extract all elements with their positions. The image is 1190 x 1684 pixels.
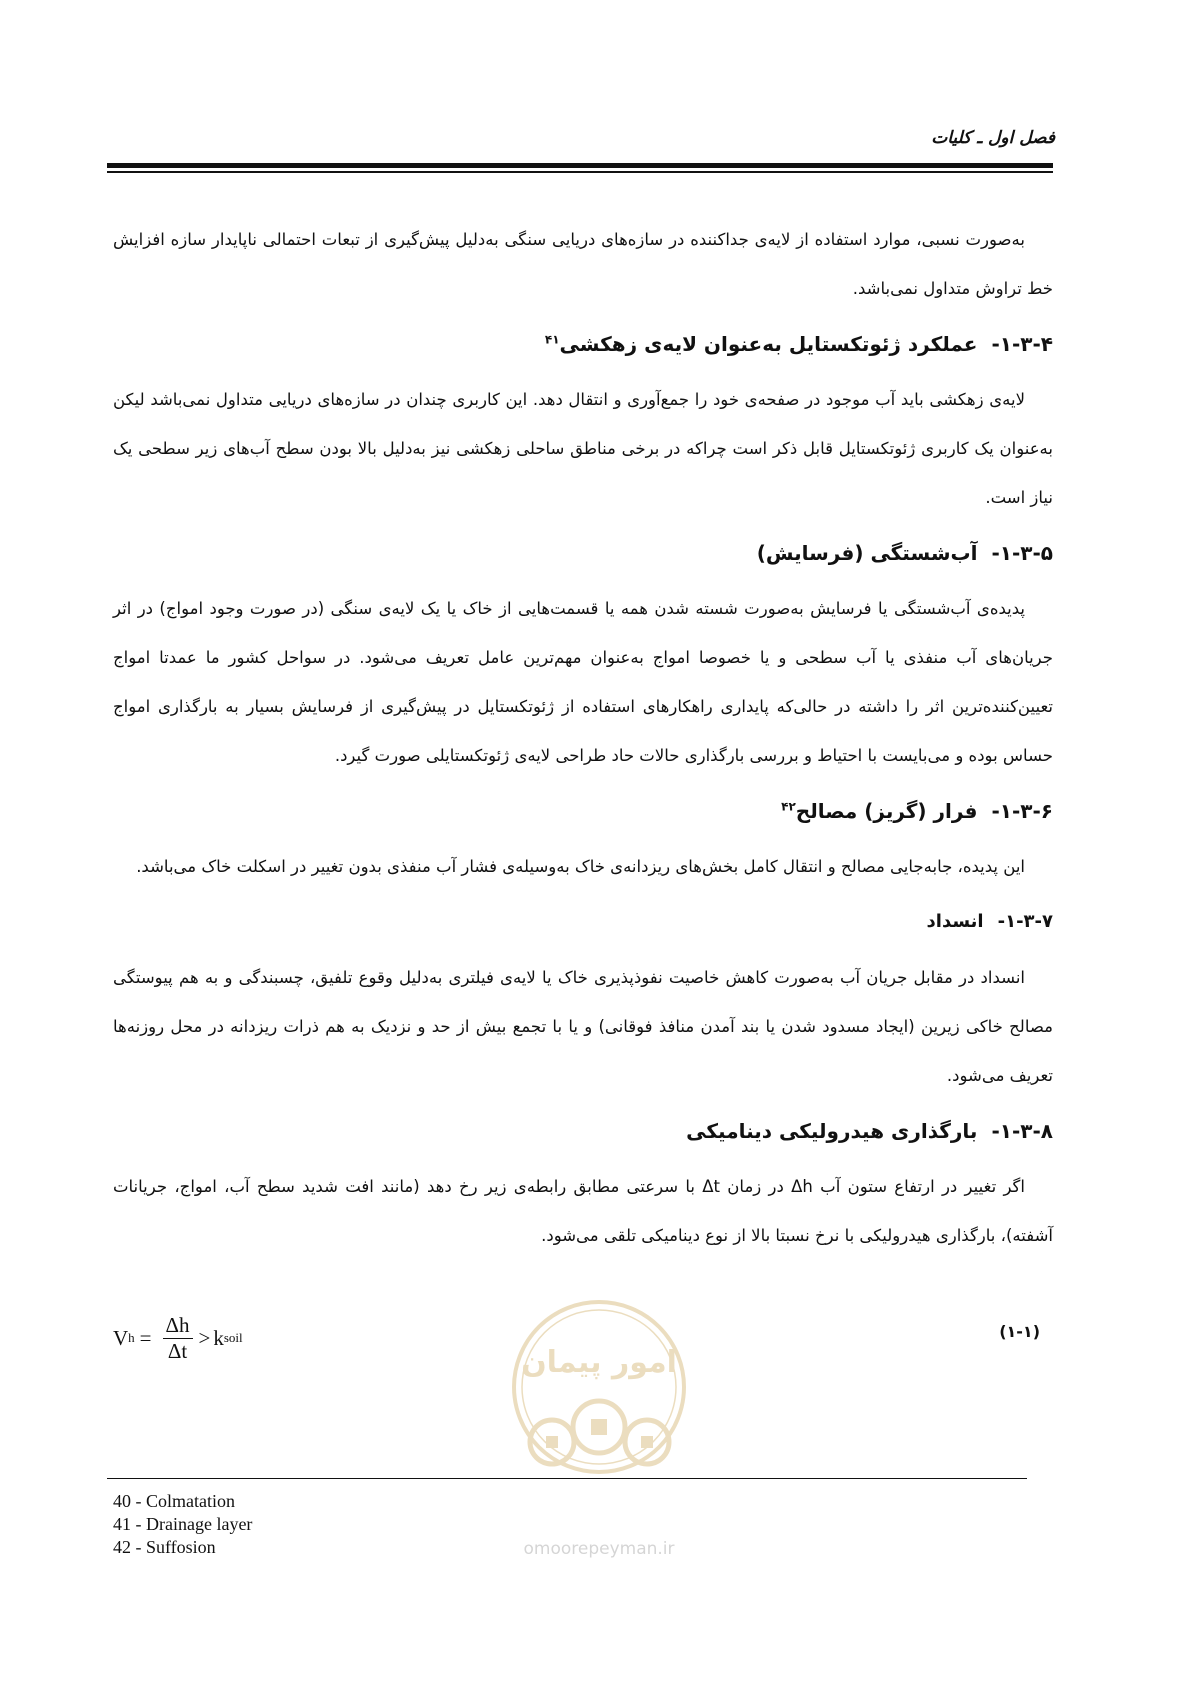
section-title: عملکرد ژئوتکستایل به‌عنوان لایه‌ی زهکشی bbox=[559, 332, 978, 356]
equation-operator: > bbox=[198, 1325, 211, 1350]
section-heading-1-3-8 bbox=[113, 1100, 1053, 1162]
equation-rhs-subscript: soil bbox=[223, 1330, 243, 1345]
section-heading-1-3-6 bbox=[113, 780, 1053, 842]
equation-lhs-subscript: h bbox=[128, 1330, 135, 1345]
footnote-41: 41 - Drainage layer bbox=[113, 1514, 253, 1534]
paragraph-dynamic-loading: اگر تغییر در ارتفاع ستون آب Δh در زمان Δt با سرعتی مطابق رابطه‌ی زیر رخ دهد (مانند افت شدید سطح آب، امواج، جریانات آشفته)، بارگذاری هیدرولیکی با نرخ نسبتا بالا از نوع دینامیکی تلقی می‌شود. bbox=[113, 1177, 1053, 1245]
equation-1-1 bbox=[113, 1309, 293, 1367]
section-title: انسداد bbox=[926, 911, 984, 932]
section-title: بارگذاری هیدرولیکی دینامیکی bbox=[686, 1119, 978, 1143]
paragraph-suffosion: این پدیده، جابه‌جایی مصالح و انتقال کامل بخش‌های ریزدانه‌ی خاک به‌وسیله‌ی فشار آب منفذی بدون تغییر در اسکلت خاک می‌باشد. bbox=[136, 857, 1025, 876]
footnote-ref: ۴۲ bbox=[781, 799, 796, 814]
document-body bbox=[113, 215, 1053, 1260]
watermark-site-text: omoorepeyman.ir bbox=[523, 1539, 675, 1559]
section-number: ۱-۳-۸- bbox=[991, 1119, 1053, 1143]
section-title: آب‌شستگی (فرسایش) bbox=[756, 541, 978, 565]
section-title: فرار (گریز) مصالح bbox=[795, 799, 978, 823]
paragraph-drainage: لایه‌ی زهکشی باید آب موجود در صفحه‌ی خود را جمع‌آوری و انتقال دهد. این کاربری چندان در سازه‌های دریایی متداول نمی‌باشد لیکن به‌عنوان یک کاربری ژئوتکستایل قابل ذکر است چراکه در برخی مناطق ساحلی زهکشی نیز به‌دلیل بالا بودن سطح آب‌های زیر سطحی یک نیاز است. bbox=[113, 390, 1053, 507]
equation-number: (۱-۱) bbox=[999, 1322, 1040, 1341]
paragraph-intro: به‌صورت نسبی، موارد استفاده از لایه‌ی جداکننده در سازه‌های دریایی سنگی به‌دلیل پیش‌گیری از تبعات احتمالی ناپایدار سازه افزایش خط تراوش متداول نمی‌باشد. bbox=[113, 230, 1053, 298]
equation-fraction bbox=[163, 1313, 193, 1364]
footnote-ref: ۴۱ bbox=[544, 332, 560, 347]
paragraph-clogging: انسداد در مقابل جریان آب به‌صورت کاهش خاصیت نفوذپذیری خاک یا لایه‌ی فیلتری به‌دلیل وقوع تلفیق، چسبندگی و به هم پیوستگی مصالح خاکی زیرین (ایجاد مسدود شدن یا بند آمدن منافذ فوقانی) و یا با تجمع بیش از حد و نزدیک به هم ذرات ریزدانه در محل روزنه‌ها تعریف می‌شود. bbox=[113, 968, 1053, 1085]
equation-denominator: Δt bbox=[167, 1338, 188, 1363]
footnote-rule bbox=[107, 1478, 1027, 1479]
header-rule-thin bbox=[107, 171, 1053, 173]
section-number: ۱-۳-۵- bbox=[991, 541, 1053, 565]
footnotes bbox=[113, 1490, 252, 1559]
equation-lhs: V bbox=[113, 1325, 129, 1350]
section-heading-1-3-5 bbox=[113, 522, 1053, 584]
watermark-logo-icon bbox=[492, 1292, 707, 1562]
section-heading-1-3-7 bbox=[113, 891, 1053, 953]
section-number: ۱-۳-۷- bbox=[997, 911, 1053, 932]
watermark-logo-text: امور پیمان bbox=[521, 1345, 677, 1380]
running-header: فصل اول ـ کلیات bbox=[931, 128, 1055, 148]
section-number: ۱-۳-۶- bbox=[991, 799, 1053, 823]
equation-rhs: k bbox=[213, 1325, 224, 1350]
section-number: ۱-۳-۴- bbox=[991, 332, 1053, 356]
footnote-40: 40 - Colmatation bbox=[113, 1491, 235, 1511]
section-heading-1-3-4 bbox=[113, 313, 1053, 375]
footnote-42: 42 - Suffosion bbox=[113, 1537, 216, 1557]
equation-numerator: Δh bbox=[163, 1313, 193, 1339]
equation-equals: = bbox=[139, 1325, 152, 1350]
header-rule-thick bbox=[107, 163, 1053, 168]
paragraph-scour: پدیده‌ی آب‌شستگی یا فرسایش به‌صورت شسته شدن همه یا قسمت‌هایی از خاک یا یک لایه‌ی سنگی (در صورت وجود امواج) در اثر جریان‌های آب منفذی یا آب سطحی و یا خصوصا امواج به‌عنوان مهم‌ترین عامل تعریف می‌شود. در سواحل کشور ما عمدتا امواج تعیین‌کننده‌ترین اثر را داشته در حالی‌که پایداری راهکارهای استفاده از ژئوتکستایل در پیش‌گیری از فرسایش بسیار به بارگذاری امواج حساس بوده و می‌بایست با احتیاط و بررسی بارگذاری حالات حاد طراحی لایه‌ی ژئوتکستایلی صورت گیرد. bbox=[113, 599, 1053, 765]
